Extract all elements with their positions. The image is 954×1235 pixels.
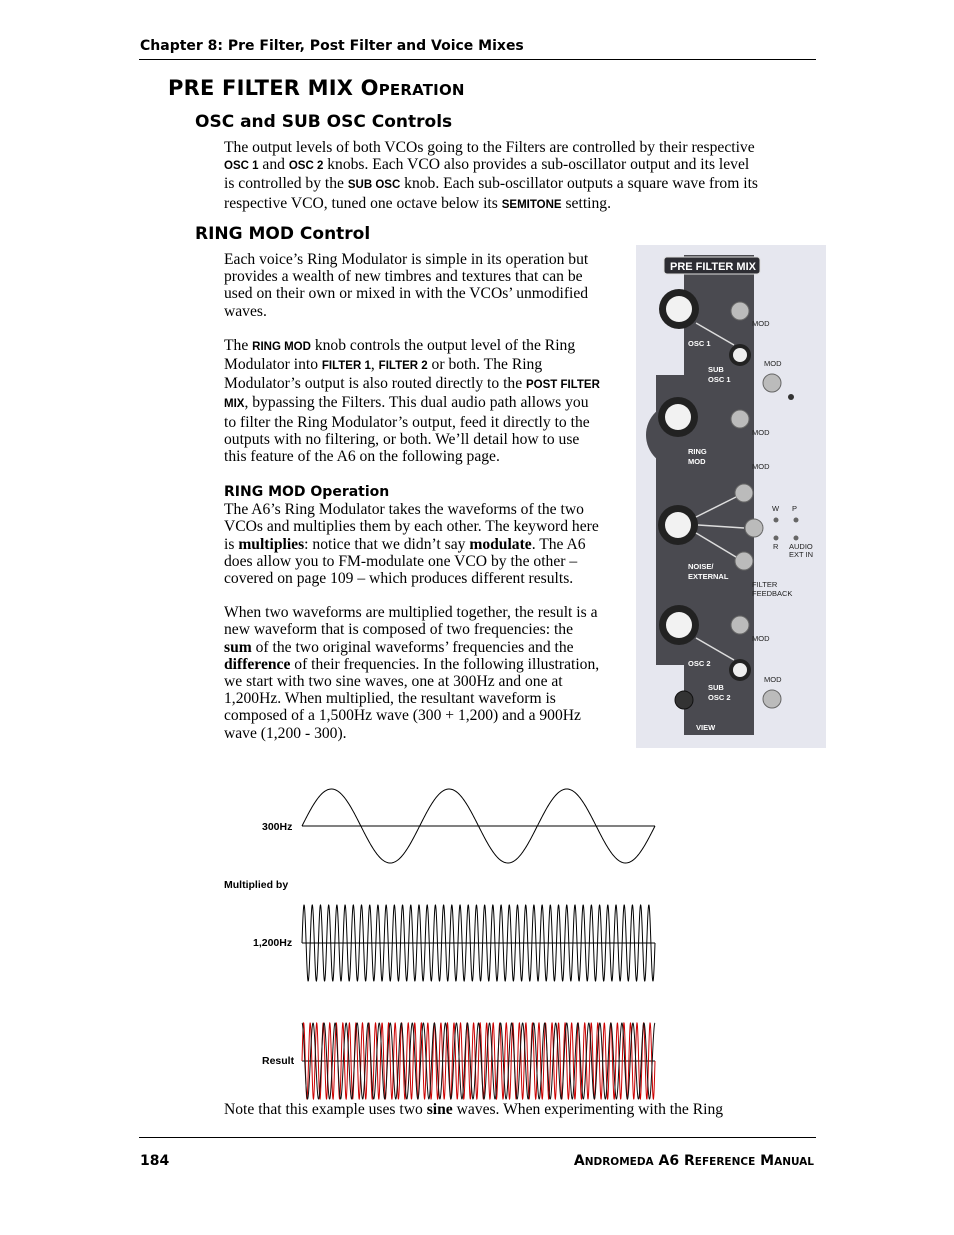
text: or both. The Ring Modulator’s output is also routed directly to the bbox=[224, 356, 543, 393]
led-r bbox=[774, 536, 779, 541]
button-sub2-mod bbox=[763, 690, 781, 708]
label-300hz: 300Hz bbox=[262, 821, 293, 833]
button-osc2-mod bbox=[731, 616, 749, 634]
knob-osc2-cap bbox=[666, 612, 692, 638]
keyword-filter2: FILTER 2 bbox=[378, 360, 428, 373]
pre-filter-mix-panel-image bbox=[636, 245, 826, 748]
knob-sub-osc1-cap bbox=[733, 348, 747, 362]
panel-audio: AUDIO bbox=[789, 542, 813, 551]
text: of the two original waveforms’ frequencies and the bbox=[251, 638, 574, 656]
text: A6 R bbox=[653, 1153, 695, 1169]
button-view bbox=[675, 691, 693, 709]
panel-label-sub-osc1: OSC 1 bbox=[708, 375, 731, 384]
text: When two waveforms are multiplied together, the result is a new waveform that is composed of two frequencies: the bbox=[224, 604, 598, 639]
led-sub1 bbox=[788, 394, 794, 400]
text: The A6’s Ring Modulator takes the waveforms of the two VCOs and multiplies them by each other. The keyword here is bbox=[224, 501, 599, 553]
button-noise-3 bbox=[735, 552, 753, 570]
text: knobs. Each VCO also provides a sub-oscillator output and its level bbox=[323, 156, 750, 174]
knob-noise-cap bbox=[665, 512, 691, 538]
text: ANUAL bbox=[774, 1156, 814, 1168]
knob-ring-cap bbox=[665, 404, 691, 430]
text: : notice that we didn’t say bbox=[304, 535, 470, 553]
panel-label-sub-osc2: OSC 2 bbox=[708, 693, 731, 702]
ring-op-heading: RING MOD Operation bbox=[224, 484, 390, 501]
text: A bbox=[573, 1153, 585, 1169]
section-title-first: O bbox=[360, 76, 379, 100]
text: , bbox=[370, 356, 379, 374]
bold-sine: sine bbox=[426, 1101, 453, 1118]
label-1200hz: 1,200Hz bbox=[253, 937, 293, 949]
osc-heading: OSC and SUB OSC Controls bbox=[195, 112, 453, 132]
panel-mod-6: MOD bbox=[764, 675, 782, 684]
ring-para-1: Each voice’s Ring Modulator is simple in its operation but provides a wealth of new timbres and textures that can be used on their own or mixed in with the VCOs’ unmodified waves. bbox=[224, 251, 589, 320]
panel-mod-3: MOD bbox=[752, 428, 770, 437]
panel-label-osc1: OSC 1 bbox=[688, 339, 711, 348]
text: setting. bbox=[561, 194, 611, 212]
keyword-osc2: OSC 2 bbox=[288, 160, 324, 173]
panel-p: P bbox=[792, 504, 798, 513]
panel-mod-4: MOD bbox=[752, 462, 770, 471]
panel-filter: FILTER bbox=[752, 580, 778, 589]
bold-sum: sum bbox=[224, 638, 252, 656]
button-noise-2 bbox=[745, 519, 763, 537]
text: Note that this example uses two bbox=[224, 1101, 427, 1118]
knob-sub-osc2-cap bbox=[733, 663, 747, 677]
panel-mod-1: MOD bbox=[752, 319, 770, 328]
panel-label-sub2: SUB bbox=[708, 683, 724, 692]
keyword-ring-mod: RING MOD bbox=[252, 340, 311, 353]
text: is controlled by the bbox=[224, 175, 348, 193]
section-title bbox=[168, 76, 465, 100]
panel-w: W bbox=[772, 504, 780, 513]
keyword-osc1: OSC 1 bbox=[224, 160, 259, 173]
led-p bbox=[794, 518, 799, 523]
page-number: 184 bbox=[140, 1153, 170, 1169]
bold-multiplies: multiplies bbox=[238, 535, 305, 553]
text: The output levels of both VCOs going to the Filters are controlled by their respective bbox=[224, 139, 755, 156]
footer-rule bbox=[139, 1137, 816, 1138]
text: EFERENCE bbox=[694, 1156, 756, 1168]
ring-heading: RING MOD Control bbox=[195, 224, 371, 244]
panel-label-ring-mod: MOD bbox=[688, 457, 706, 466]
manual-title bbox=[574, 1153, 814, 1169]
panel-label-noise: NOISE/ bbox=[688, 562, 714, 571]
panel-mod-2: MOD bbox=[764, 359, 782, 368]
ring-op-para-1 bbox=[224, 501, 604, 587]
keyword-post-filter-mix: POST FILTER MIX bbox=[224, 379, 600, 411]
panel-label-ring: RING bbox=[688, 447, 707, 456]
wave-1200hz bbox=[302, 905, 655, 981]
label-multiplied-by: Multiplied by bbox=[224, 879, 289, 891]
text: waves. When experimenting with the Ring bbox=[452, 1101, 724, 1118]
section-title-main: PRE FILTER MIX bbox=[168, 76, 361, 100]
panel-label-view: VIEW bbox=[696, 723, 716, 732]
panel-title: PRE FILTER MIX bbox=[670, 261, 756, 273]
button-osc1-mod bbox=[731, 302, 749, 320]
led-audio bbox=[794, 536, 799, 541]
led-w bbox=[774, 518, 779, 523]
text: . The A6 does allow you to FM-modulate one VCO by the other – covered on page 109 – which produces different results. bbox=[224, 535, 586, 588]
knob-osc1-cap bbox=[666, 296, 692, 322]
closing-sentence bbox=[224, 1101, 723, 1118]
panel-label-sub1: SUB bbox=[708, 365, 724, 374]
keyword-semitone: SEMITONE bbox=[501, 198, 562, 211]
ring-column bbox=[224, 251, 604, 742]
header-rule bbox=[139, 59, 816, 60]
button-noise-1 bbox=[735, 484, 753, 502]
text: respective VCO, tuned one octave below its bbox=[224, 194, 502, 212]
label-result: Result bbox=[262, 1055, 295, 1067]
button-ring-mod bbox=[731, 410, 749, 428]
text: knob controls the output level of the Ring Modulator into bbox=[224, 336, 576, 374]
bold-modulate: modulate bbox=[469, 535, 532, 553]
chapter-header: Chapter 8: Pre Filter, Post Filter and Voice Mixes bbox=[140, 38, 524, 54]
panel-mod-5: MOD bbox=[752, 634, 770, 643]
waveform-figure bbox=[300, 784, 660, 1100]
button-sub1-mod bbox=[763, 374, 781, 392]
text: knob. Each sub-oscillator outputs a square wave from its bbox=[400, 175, 758, 193]
panel-ext-in: EXT IN bbox=[789, 550, 814, 559]
panel-label-osc2: OSC 2 bbox=[688, 659, 711, 668]
text: of their frequencies. In the following illustration, we start with two sine waves, one at 300Hz and one at 1,200Hz. When multiplied, the resultant waveform is composed of a 1,500Hz wave (300 + 1,200) and a 900Hz wave (1,200 - 300). bbox=[224, 655, 600, 742]
text: M bbox=[755, 1153, 775, 1169]
text: , bypassing the Filters. This dual audio path allows you to filter the Ring Modulator’s output, feed it directly to the outputs with no filtering, or both. We’ll detail how to use this feature of the A6 on the following page. bbox=[224, 394, 590, 466]
keyword-sub-osc: SUB OSC bbox=[347, 179, 401, 192]
ring-op-para-2 bbox=[224, 604, 604, 742]
text: NDROMEDA bbox=[584, 1156, 654, 1168]
text: The bbox=[224, 336, 253, 354]
osc-paragraph bbox=[224, 139, 814, 214]
section-title-rest: PERATION bbox=[378, 81, 465, 99]
ring-para-2 bbox=[224, 337, 604, 465]
text: and bbox=[258, 156, 289, 174]
panel-feedback: FEEDBACK bbox=[752, 589, 793, 598]
bold-difference: difference bbox=[224, 655, 291, 673]
keyword-filter1: FILTER 1 bbox=[321, 360, 371, 373]
panel-r: R bbox=[773, 542, 779, 551]
panel-label-external: EXTERNAL bbox=[688, 572, 729, 581]
